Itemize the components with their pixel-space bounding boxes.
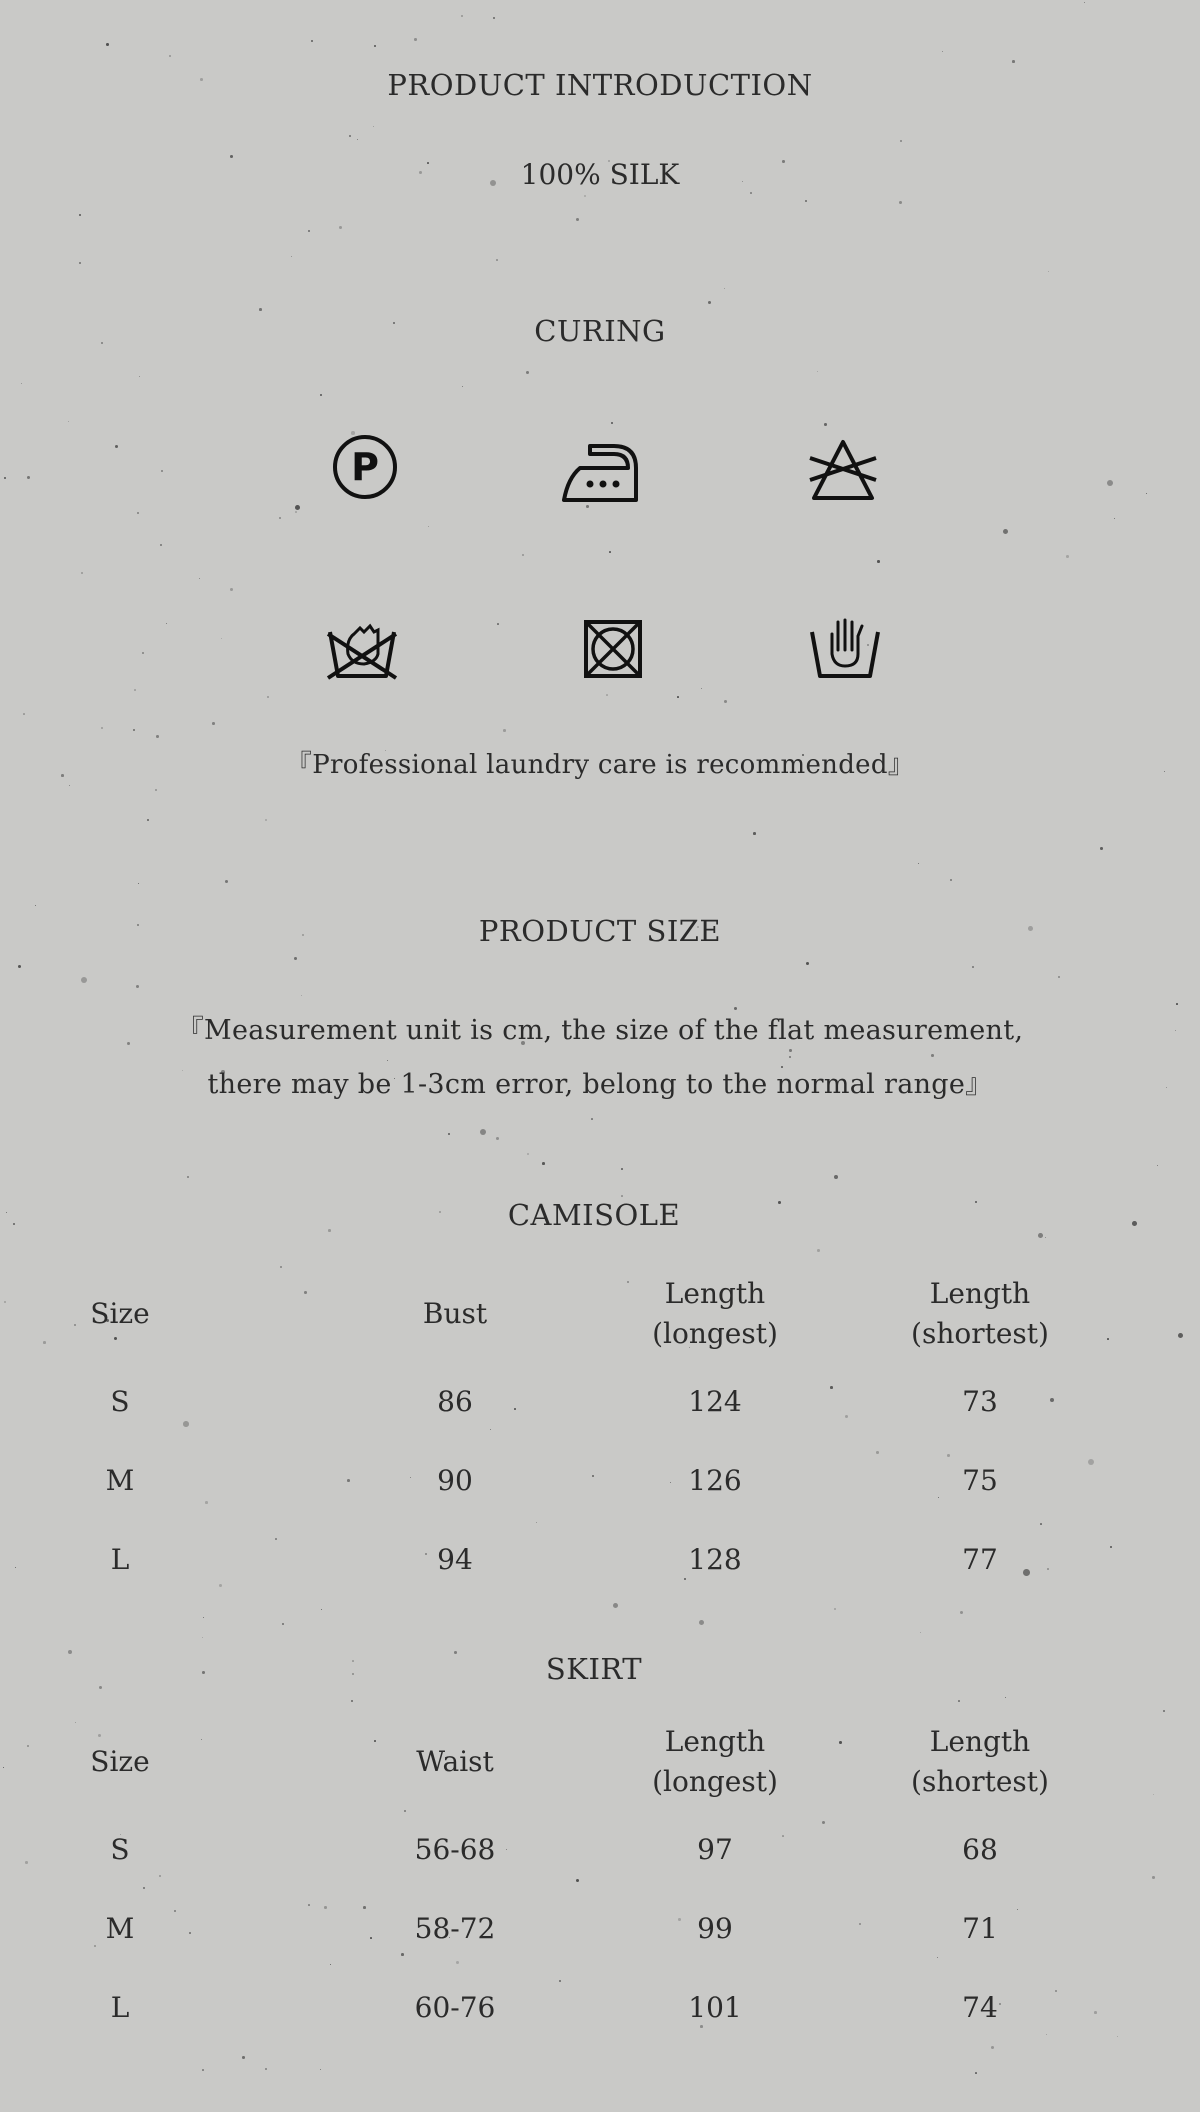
paper-speck — [320, 2069, 321, 2070]
header-cell: Length (shortest) — [911, 1277, 1049, 1350]
laundry-note: 『Professional laundry care is recommended』 — [285, 750, 915, 780]
paper-speck — [461, 15, 463, 17]
paper-speck — [4, 1301, 6, 1303]
paper-speck — [133, 729, 135, 731]
table-cell: 60-76 — [414, 1991, 496, 2024]
paper-speck — [349, 135, 351, 137]
paper-speck — [448, 1133, 450, 1135]
paper-speck — [18, 965, 21, 968]
skirt-size-table — [90, 1714, 1110, 2047]
paper-speck — [15, 1567, 16, 1568]
paper-speck — [591, 1118, 593, 1120]
paper-speck — [169, 55, 171, 57]
paper-speck — [584, 195, 586, 197]
paper-speck — [68, 421, 69, 422]
paper-speck — [21, 383, 22, 384]
paper-speck — [23, 713, 25, 715]
table-cell: 90 — [437, 1464, 473, 1497]
paper-speck — [1048, 271, 1049, 272]
paper-speck — [526, 371, 529, 374]
table-cell: M — [105, 1464, 135, 1497]
hand-wash-icon — [808, 614, 882, 684]
paper-speck — [212, 722, 215, 725]
table-header-row — [90, 1266, 1110, 1362]
table-cell: 74 — [962, 1991, 998, 2024]
camisole-size-table — [90, 1266, 1110, 1599]
paper-speck — [202, 2069, 204, 2071]
paper-speck — [480, 1129, 486, 1135]
paper-speck — [321, 1609, 322, 1610]
table-cell: 124 — [688, 1385, 742, 1418]
paper-speck — [606, 694, 608, 696]
paper-speck — [202, 1637, 203, 1638]
paper-speck — [291, 256, 292, 257]
paper-speck — [834, 1608, 836, 1610]
paper-speck — [1005, 1697, 1006, 1698]
paper-speck — [27, 476, 30, 479]
paper-speck — [282, 1623, 284, 1625]
header-cell: Bust — [422, 1297, 488, 1330]
paper-speck — [920, 1632, 921, 1633]
product-size-title: PRODUCT SIZE — [478, 914, 722, 948]
paper-speck — [497, 623, 499, 625]
table-cell: 71 — [962, 1912, 998, 1945]
professional-dry-clean-icon — [330, 432, 400, 502]
paper-speck — [950, 879, 952, 881]
table-cell: 128 — [688, 1543, 742, 1576]
paper-speck — [805, 200, 807, 202]
paper-speck — [339, 226, 342, 229]
paper-speck — [522, 554, 524, 556]
paper-speck — [789, 1049, 792, 1052]
table-cell: S — [110, 1833, 130, 1866]
paper-speck — [373, 126, 374, 127]
table-cell: S — [110, 1385, 130, 1418]
header-cell: Length (longest) — [652, 1277, 778, 1350]
paper-speck — [166, 623, 167, 624]
paper-speck — [750, 192, 752, 194]
paper-speck — [1178, 1333, 1183, 1338]
paper-speck — [1045, 1237, 1046, 1238]
paper-speck — [147, 819, 149, 821]
paper-speck — [155, 789, 157, 791]
paper-speck — [503, 729, 506, 732]
paper-speck — [161, 470, 163, 472]
paper-speck — [294, 957, 297, 960]
paper-speck — [972, 966, 974, 968]
paper-speck — [160, 544, 162, 546]
paper-speck — [75, 1722, 76, 1723]
table-row — [90, 1520, 1110, 1599]
paper-speck — [139, 376, 140, 377]
paper-speck — [699, 1620, 704, 1625]
paper-speck — [611, 422, 613, 424]
paper-speck — [1038, 1233, 1043, 1238]
paper-speck — [701, 688, 702, 689]
paper-speck — [308, 230, 310, 232]
paper-speck — [81, 977, 87, 983]
paper-speck — [724, 700, 727, 703]
paper-speck — [1110, 1546, 1112, 1548]
paper-speck — [156, 735, 159, 738]
table-cell: 77 — [962, 1543, 998, 1576]
camisole-title: CAMISOLE — [507, 1198, 681, 1232]
paper-speck — [267, 696, 269, 698]
iron-medium-heat-icon — [560, 438, 642, 504]
paper-speck — [79, 262, 81, 264]
paper-speck — [1176, 1003, 1178, 1005]
header-cell: Waist — [416, 1745, 494, 1778]
paper-speck — [621, 1168, 623, 1170]
paper-speck — [462, 386, 463, 387]
paper-speck — [74, 1324, 76, 1326]
paper-speck — [576, 218, 579, 221]
paper-speck — [1003, 529, 1008, 534]
paper-speck — [918, 863, 919, 864]
table-cell: 97 — [697, 1833, 733, 1866]
paper-speck — [817, 1249, 820, 1252]
svg-text:P: P — [351, 445, 379, 489]
paper-speck — [99, 1686, 102, 1689]
paper-speck — [899, 201, 902, 204]
paper-speck — [311, 40, 313, 42]
table-row — [90, 1968, 1110, 2047]
table-cell: M — [105, 1912, 135, 1945]
do-not-bleach-icon — [806, 436, 880, 504]
paper-speck — [357, 139, 358, 140]
paper-speck — [134, 689, 136, 691]
paper-speck — [834, 1175, 838, 1179]
paper-speck — [960, 1611, 963, 1614]
paper-speck — [724, 288, 725, 289]
table-cell: 68 — [962, 1833, 998, 1866]
paper-speck — [1107, 480, 1113, 486]
paper-speck — [230, 588, 233, 591]
paper-speck — [493, 17, 495, 19]
table-cell: 94 — [437, 1543, 473, 1576]
paper-speck — [320, 394, 322, 396]
curing-title: CURING — [534, 314, 666, 348]
paper-speck — [1100, 847, 1103, 850]
table-row — [90, 1362, 1110, 1441]
paper-speck — [414, 38, 417, 41]
measurement-note-line1: 『Measurement unit is cm, the size of the flat measurement, — [176, 1015, 1024, 1046]
paper-speck — [1146, 493, 1147, 494]
paper-speck — [496, 259, 498, 261]
header-cell: Length (shortest) — [911, 1725, 1049, 1798]
paper-speck — [496, 1137, 499, 1140]
paper-speck — [789, 1056, 791, 1058]
paper-speck — [1084, 2, 1085, 3]
paper-speck — [817, 371, 818, 372]
paper-speck — [203, 1617, 204, 1618]
table-row — [90, 1889, 1110, 1968]
paper-speck — [265, 819, 267, 821]
paper-speck — [1114, 518, 1115, 519]
paper-speck — [1012, 60, 1015, 63]
paper-speck — [27, 1745, 29, 1747]
paper-speck — [900, 140, 902, 142]
paper-speck — [115, 445, 118, 448]
paper-speck — [621, 1195, 623, 1197]
table-cell: 126 — [688, 1464, 742, 1497]
paper-speck — [25, 1861, 28, 1864]
paper-speck — [138, 883, 139, 884]
table-cell: 58-72 — [414, 1912, 496, 1945]
paper-speck — [3, 1767, 4, 1768]
paper-speck — [1152, 1876, 1155, 1879]
intro-title: PRODUCT INTRODUCTION — [387, 68, 813, 102]
paper-speck — [221, 638, 222, 639]
paper-speck — [43, 1341, 46, 1344]
paper-speck — [187, 1176, 189, 1178]
paper-speck — [295, 505, 300, 510]
paper-speck — [806, 962, 809, 965]
paper-speck — [1066, 555, 1069, 558]
table-cell: 75 — [962, 1464, 998, 1497]
paper-speck — [931, 1054, 934, 1057]
measurement-note-line2: there may be 1-3cm error, belong to the normal range』 — [207, 1069, 993, 1100]
paper-speck — [142, 652, 144, 654]
table-cell: 73 — [962, 1385, 998, 1418]
paper-speck — [79, 214, 81, 216]
paper-speck — [613, 1603, 618, 1608]
paper-speck — [301, 995, 302, 996]
paper-speck — [1153, 1794, 1154, 1795]
paper-speck — [69, 785, 70, 786]
paper-speck — [101, 727, 103, 729]
table-row — [90, 1810, 1110, 1889]
table-cell: L — [110, 1543, 130, 1576]
table-cell: 101 — [688, 1991, 742, 2024]
paper-speck — [677, 696, 679, 698]
table-cell: 99 — [697, 1912, 733, 1945]
paper-speck — [958, 1700, 960, 1702]
paper-speck — [542, 1162, 545, 1165]
paper-speck — [265, 2068, 267, 2070]
header-cell: Length (longest) — [652, 1725, 778, 1798]
paper-speck — [1157, 1165, 1158, 1166]
paper-speck — [877, 560, 880, 563]
paper-speck — [4, 477, 6, 479]
paper-speck — [242, 2056, 245, 2059]
paper-speck — [137, 512, 139, 514]
table-header-row — [90, 1714, 1110, 1810]
header-cell: Size — [90, 1297, 150, 1330]
paper-speck — [753, 832, 756, 835]
paper-speck — [351, 1700, 353, 1702]
material-text: 100% SILK — [520, 158, 680, 191]
header-cell: Size — [90, 1745, 150, 1778]
paper-speck — [1058, 976, 1060, 978]
paper-speck — [279, 517, 281, 519]
paper-speck — [942, 51, 943, 52]
paper-speck — [527, 1153, 529, 1155]
paper-speck — [259, 308, 262, 311]
table-cell: L — [110, 1991, 130, 2024]
paper-speck — [708, 301, 711, 304]
table-cell: 56-68 — [414, 1833, 496, 1866]
table-row — [90, 1441, 1110, 1520]
paper-speck — [35, 905, 36, 906]
paper-speck — [106, 43, 109, 46]
paper-speck — [136, 985, 139, 988]
paper-speck — [975, 2072, 977, 2074]
paper-speck — [586, 505, 589, 508]
do-not-tumble-dry-icon — [582, 618, 644, 680]
do-not-hand-wash-icon — [324, 614, 400, 684]
paper-speck — [295, 511, 297, 513]
paper-speck — [824, 423, 827, 426]
paper-speck — [428, 526, 429, 527]
skirt-title: SKIRT — [545, 1652, 643, 1686]
paper-speck — [609, 551, 611, 553]
paper-speck — [225, 880, 228, 883]
paper-speck — [374, 45, 376, 47]
paper-speck — [199, 578, 200, 579]
paper-speck — [1117, 2036, 1118, 2037]
paper-speck — [81, 572, 83, 574]
paper-speck — [1163, 1710, 1165, 1712]
table-cell: 86 — [437, 1385, 473, 1418]
